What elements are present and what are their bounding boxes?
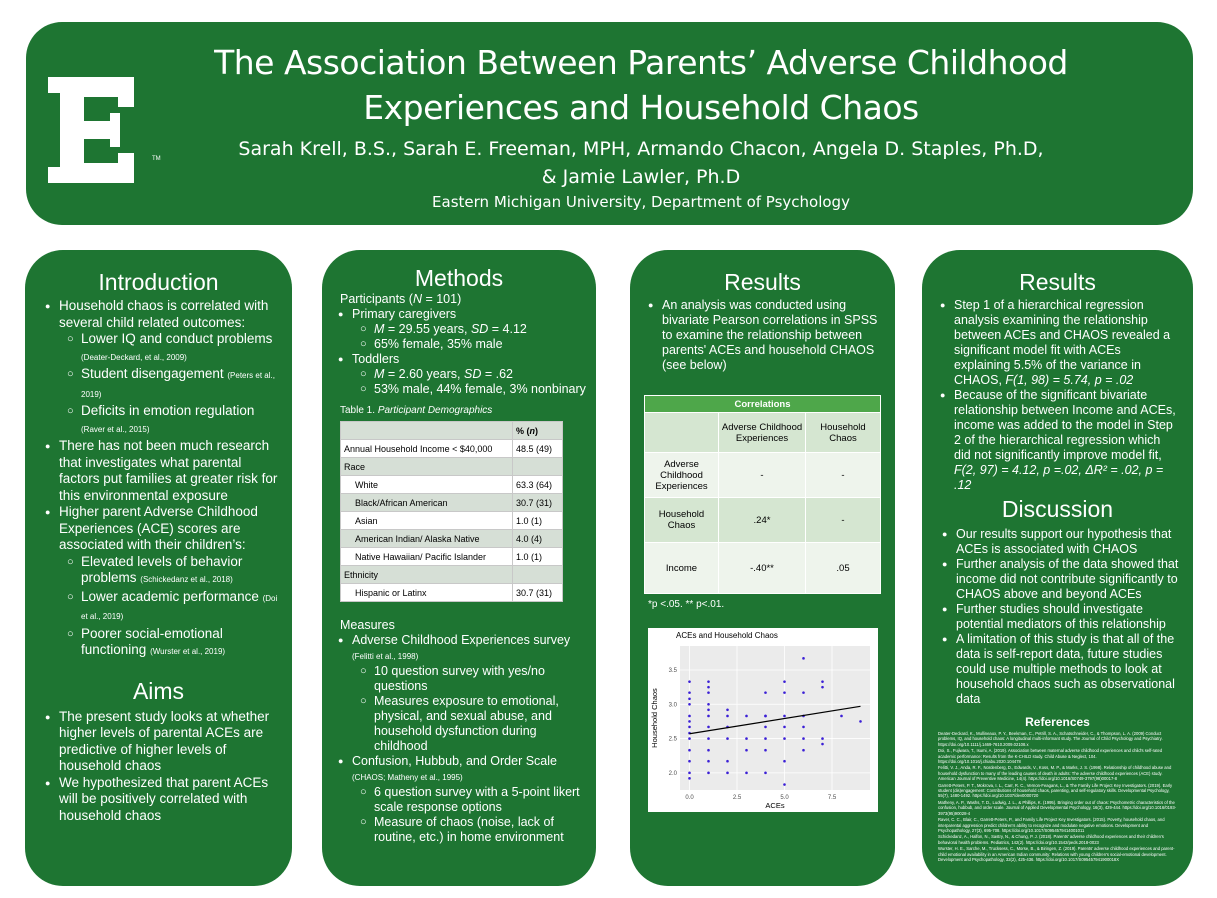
plot-panel [680, 646, 870, 790]
results-panel-2 [922, 250, 1193, 886]
y-axis-label: Household Chaos [650, 688, 659, 748]
table-cell: American Indian/ Alaska Native [341, 530, 513, 548]
data-point [802, 657, 805, 660]
measures-heading: Measures [340, 618, 395, 632]
table-cell: 1.0 (1) [513, 512, 563, 530]
data-point [802, 737, 805, 740]
list-item: ● Further studies should investigate potential mediators of this relationship [936, 602, 1179, 632]
reference-item: Felitti, V. J., Anda, R. F., Nordenberg, D., Edwards, V., Koss, M. P., & Marks, J. S. (1998). Relationship of childhood abuse and household dysfunction to many of the leading causes of death in adults: The adverse childhood experiences (ACE) study. American Journal of Preventive Medicine, 14(4). https://doi.org/10.1016/S0749-3797(98)00017-8 [938, 765, 1172, 782]
table-row [341, 476, 563, 494]
data-point [840, 715, 843, 718]
data-point [707, 715, 710, 718]
data-point [707, 760, 710, 763]
data-point [726, 715, 729, 718]
table-cell: .24* [719, 498, 806, 543]
table-title: Correlations [645, 396, 881, 413]
table-cell: -.40** [719, 543, 806, 594]
list-item: ● Adverse Childhood Experiences survey (Felitti et al., 1998) ○ 10 question survey with yes/no questions ○ Measures exposure to emotional, physical, and sexual abuse, and household dysfunction during childhood [332, 633, 586, 754]
list-item: ○ Measures exposure to emotional, physical, and sexual abuse, and household dysfunction during childhood [352, 694, 586, 754]
data-point [764, 749, 767, 752]
discussion-heading: Discussion [1001, 496, 1114, 522]
reference-item: Schickedanz, A., Halfon, N., Sastry, N., & Chung, P. J. (2018). Parents' adverse childhood experiences and their children's behavioral health problems. Pediatrics, 142(2). https://doi.org/10.1542/peds.2018-0023 [938, 834, 1164, 845]
x-tick-label: 7.5 [827, 795, 837, 801]
y-tick-label: 2.0 [668, 770, 677, 777]
data-point [688, 737, 691, 740]
table-header: Household Chaos [806, 413, 881, 453]
table-cell: 30.7 (31) [513, 584, 563, 602]
introduction-list [25, 296, 292, 661]
list-item: ● An analysis was conducted using bivariate Pearson correlations in SPSS to examine the relationship between parents' ACEs and household CHAOS (see below) [642, 298, 883, 373]
list-item: ○ Elevated levels of behavior problems (Schickedanz et al., 2018) [59, 554, 284, 589]
poster-title: The Association Between Parents’ Adverse Childhood Experiences and Household Chaos [214, 43, 1068, 127]
list-item: ○ 6 question survey with a 5-point likert scale response options [352, 785, 586, 815]
data-point [783, 691, 786, 694]
data-point [783, 760, 786, 763]
list-item: ● A limitation of this study is that all of the data is self-report data, future studies could use multiple methods to look at household chaos such as observational data [936, 632, 1179, 707]
data-point [707, 686, 710, 689]
list-item: ● Further analysis of the data showed that income did not contribute significantly to CHAOS above and beyond ACEs [936, 557, 1179, 602]
list-item: ● Household chaos is correlated with several child related outcomes: ○ Lower IQ and conduct problems (Deater-Deckard, et al., 2009) ○ Student disengagement (Peters et al., 2019) ○ Deficits in emotion regulation (Raver et al., 2015) [39, 298, 284, 438]
table-cell: Ethnicity [341, 566, 513, 584]
list-item: ● Our results support our hypothesis that ACEs is associated with CHAOS [936, 527, 1179, 557]
measures-block [322, 602, 596, 845]
table-row [341, 566, 563, 584]
data-point [802, 691, 805, 694]
list-item: ● Higher parent Adverse Childhood Experiences (ACE) scores are associated with their children’s: ○ Elevated levels of behavior problems (Schickedanz et al., 2018) ○ Lower academic performance (Doi et al., 2019) ○ Poorer social-emotional functioning (Wurster et al., 2019) [39, 504, 284, 661]
data-point [859, 720, 862, 723]
table-cell: - [719, 453, 806, 498]
data-point [821, 686, 824, 689]
list-item: ● Step 1 of a hierarchical regression analysis examining the relationship between ACEs and CHAOS revealed a significant model fit with ACEs explaining 5.5% of the variance in CHAOS, F(1, 98) = 5.74, p = .02 [934, 298, 1179, 388]
data-point [745, 737, 748, 740]
table-cell: Black/African American [341, 494, 513, 512]
data-point [707, 708, 710, 711]
reference-item: Garrett-Peters, P. T., Mokrova, I. L., Carr, R. C., Vernon-Feagans, L., & The Family Life Project Key Investigators. (2019). Early student (dis)engagement: Contributions of household chaos, parenting, and self-regulatory skills. Developmental Psychology, 55(7), 1480-1492. https://doi.org/10.1037/dev0000720 [938, 782, 1173, 799]
reference-item: Deater-Deckard, K., Mullineaux, P. Y., Beekman, C., Petrill, S. A., Schatschneider, C., & Thompson, L. A. (2009) Conduct problems, IQ, and household chaos: A longitudinal multi-informant study. The Journal of Child Psychology and Psychiatry. https://doi.org/10.1111/j.1469-7610.2009.02108.x [938, 731, 1163, 747]
data-point [707, 737, 710, 740]
list-item: ○ M = 2.60 years, SD = .62 [352, 367, 586, 382]
data-point [688, 720, 691, 723]
table-row [645, 498, 881, 543]
table-cell: Adverse Childhood Experiences [645, 453, 719, 498]
list-item: ● Toddlers ○ M = 2.60 years, SD = .62 ○ 53% male, 44% female, 3% nonbinary [332, 352, 586, 397]
correlations-table [644, 395, 881, 594]
demographics-table [340, 421, 563, 602]
table-row [341, 422, 563, 440]
data-point [821, 737, 824, 740]
discussion-list [922, 523, 1193, 707]
results-heading: Results [724, 269, 801, 295]
list-item: ○ Student disengagement (Peters et al., 2019) [59, 366, 284, 403]
table-row [341, 440, 563, 458]
data-point [745, 772, 748, 775]
data-point [764, 772, 767, 775]
references-list [922, 729, 1193, 862]
data-point [745, 715, 748, 718]
table-row [341, 458, 563, 476]
table-row [341, 530, 563, 548]
x-tick-label: 0.0 [685, 795, 694, 801]
aims-heading: Aims [132, 677, 185, 704]
reference-item: Raver, C. C., Blair, C., Garrett-Peters, P., and Family Life Project Key Investigators. (2015). Poverty, household chaos, and interparental aggression predict children's ability to recognize and modulate negative emotions. Development and Psychopathology, 27(3), 695-708. https://doi.org/10.1017/S0954579414001011 [938, 817, 1165, 833]
data-point [707, 691, 710, 694]
table-cell: Hispanic or Latinx [341, 584, 513, 602]
results-panel-1 [630, 250, 895, 886]
table-cell: 1.0 (1) [513, 548, 563, 566]
list-item: ● Primary caregivers ○ M = 29.55 years, SD = 4.12 ○ 65% female, 35% male [332, 307, 586, 352]
results-heading-2: Results [1019, 269, 1096, 295]
data-point [707, 680, 710, 683]
data-point [783, 783, 786, 786]
poster-authors: Sarah Krell, B.S., Sarah E. Freeman, MPH, Armando Chacon, Angela D. Staples, Ph.D, & Jamie Lawler, Ph.D [238, 138, 1044, 188]
reference-item: Matheny, A. P., Washs, T. D., Ludwig, J. L., & Phillips, K. (1995). Bringing order out of chaos: Psychometric characteristics of the confusion, hubbub, and order scale. Journal of Applied Developmental Psychology, 16(3), 429-444. https://doi.org/10.1016/0193-3973(95)90028-4 [938, 799, 1177, 816]
chart-title: ACEs and Household Chaos [676, 631, 778, 640]
list-item: ● Because of the significant bivariate relationship between Income and ACEs, income was added to the model in Step 2 of the hierarchical regression which did not significantly improve model fit, F(2, 97) = 4.12, p =.02, ΔR² = .02, p = .12 [934, 388, 1179, 493]
table-row [341, 512, 563, 530]
table-cell: Income [645, 543, 719, 594]
table-cell: 63.3 (64) [513, 476, 563, 494]
table-cell: 30.7 (31) [513, 494, 563, 512]
reference-item: Wurster, H. E., Sarche, M., Trucksess, C., Morse, B., & Biringen, Z. (2019). Parents' adverse childhood experiences and parent-child emotional availability in an American Indian community: Relations with young children's social-emotional development. Development and Psychopathology, 32(2), 425-436. https://doi.org/10.1017/S095457941900018X [938, 846, 1175, 862]
list-item: ● The present study looks at whether higher levels of parental ACEs are predictive of higher levels of household chaos [39, 709, 282, 775]
data-point [688, 703, 691, 706]
data-point [726, 737, 729, 740]
references-heading: References [1025, 715, 1090, 729]
data-point [688, 726, 691, 729]
aims-list [25, 705, 292, 825]
table-row [341, 548, 563, 566]
table-cell [513, 566, 563, 584]
table-header: % (n) [513, 422, 563, 440]
list-item: ● There has not been much research that investigates what parental factors put families at greater risk for this environmental exposure [39, 438, 284, 504]
list-item: ○ Lower academic performance (Doi et al., 2019) [59, 589, 284, 626]
data-point [688, 772, 691, 775]
table-cell: Asian [341, 512, 513, 530]
results-list [630, 296, 895, 373]
data-point [688, 715, 691, 718]
list-item: ○ 65% female, 35% male [352, 337, 586, 352]
x-tick-label: 2.5 [732, 795, 742, 801]
data-point [726, 708, 729, 711]
table-row [341, 584, 563, 602]
table-cell: Household Chaos [645, 498, 719, 543]
introduction-panel [25, 250, 292, 886]
data-point [764, 726, 767, 729]
table-cell: - [806, 498, 881, 543]
list-item: ○ Poorer social-emotional functioning (Wurster et al., 2019) [59, 626, 284, 661]
table-caption: Table 1. Participant Demographics [340, 405, 493, 416]
data-point [688, 680, 691, 683]
table-cell [513, 458, 563, 476]
methods-heading: Methods [414, 265, 504, 291]
data-point [764, 715, 767, 718]
data-point [707, 749, 710, 752]
data-point [726, 772, 729, 775]
participants-block [322, 292, 596, 397]
participants-label: Participants (N = 101) [340, 292, 462, 306]
list-item: ○ 53% male, 44% female, 3% nonbinary [352, 382, 586, 397]
data-point [783, 715, 786, 718]
x-tick-label: 5.0 [780, 795, 789, 801]
table-row [645, 396, 881, 413]
data-point [802, 749, 805, 752]
data-point [821, 680, 824, 683]
list-item: ● Confusion, Hubbub, and Order Scale (CHAOS; Matheny et al., 1995) ○ 6 question survey with a 5-point likert scale response options ○ Measure of chaos (noise, lack of routine, etc.) in home environment [332, 754, 586, 845]
table-cell: .05 [806, 543, 881, 594]
emu-e-logo-icon [48, 77, 136, 183]
table-row [645, 543, 881, 594]
table-cell: Native Hawaiian/ Pacific Islander [341, 548, 513, 566]
y-tick-label: 3.0 [668, 702, 677, 709]
reference-item: Doi, S., Fujiwara, T., Isumi, A. (2019). Association between maternal adverse childhood experiences and child's self-rated academic performance: Results from the K-CHILD study. Child Abuse & Neglect, 104. https://doi.org/10.1016/j.chiabu.2020.104478 [938, 748, 1163, 765]
x-axis-label: ACEs [765, 801, 785, 810]
data-point [707, 772, 710, 775]
list-item: ○ Measure of chaos (noise, lack of routine, etc.) in home environment [352, 815, 586, 845]
data-point [783, 680, 786, 683]
data-point [783, 726, 786, 729]
list-item: ● We hypothesized that parent ACEs will be positively correlated with household chaos [39, 775, 282, 825]
logo-trademark: TM [152, 156, 161, 162]
table-row [341, 494, 563, 512]
y-tick-label: 3.5 [668, 668, 677, 674]
list-item: ○ Lower IQ and conduct problems (Deater-Deckard, et al., 2009) [59, 331, 284, 366]
data-point [783, 737, 786, 740]
poster-header [26, 22, 1193, 225]
table-cell: Annual Household Income < $40,000 [341, 440, 513, 458]
results-list-2 [922, 296, 1193, 493]
data-point [688, 691, 691, 694]
table-cell: White [341, 476, 513, 494]
data-point [764, 737, 767, 740]
table-header: Adverse Childhood Experiences [719, 413, 806, 453]
data-point [707, 703, 710, 706]
aces-chaos-scatter-chart [648, 628, 878, 812]
table-cell: 4.0 (4) [513, 530, 563, 548]
correlations-note: *p <.05. ** p<.01. [648, 599, 725, 610]
table-cell: Race [341, 458, 513, 476]
y-tick-label: 2.5 [668, 736, 677, 743]
list-item: ○ Deficits in emotion regulation (Raver et al., 2015) [59, 403, 284, 438]
list-item: ○ 10 question survey with yes/no questions [352, 664, 586, 694]
data-point [726, 760, 729, 763]
table-row [645, 453, 881, 498]
table-cell: 48.5 (49) [513, 440, 563, 458]
data-point [745, 749, 748, 752]
methods-panel [322, 250, 596, 886]
data-point [688, 749, 691, 752]
introduction-heading: Introduction [98, 269, 219, 295]
data-point [802, 726, 805, 729]
data-point [688, 698, 691, 701]
list-item: ○ M = 29.55 years, SD = 4.12 [352, 322, 586, 337]
data-point [688, 760, 691, 763]
data-point [688, 777, 691, 780]
poster-affiliation: Eastern Michigan University, Department of Psychology [432, 193, 850, 211]
table-cell: - [806, 453, 881, 498]
table-row [645, 413, 881, 453]
data-point [821, 743, 824, 746]
data-point [764, 691, 767, 694]
data-point [707, 726, 710, 729]
